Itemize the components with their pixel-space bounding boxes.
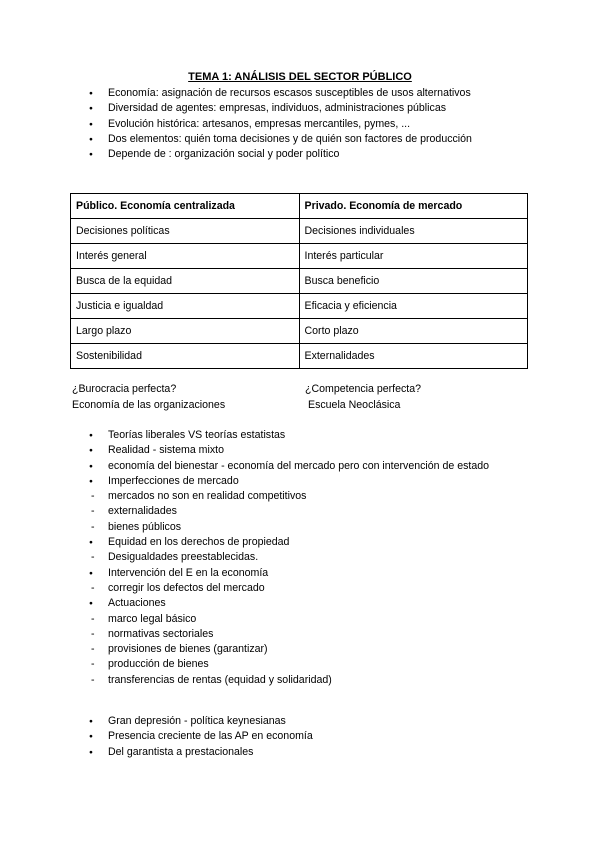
question-left: ¿Burocracia perfecta?: [72, 383, 177, 395]
table-cell: Sostenibilidad: [71, 344, 300, 369]
question-right-sub: Escuela Neoclásica: [308, 399, 401, 411]
table-cell: Decisiones políticas: [71, 219, 300, 244]
sub-list-item: - corregir los defectos del mercado: [108, 581, 489, 596]
sub-list-item: - bienes públicos: [108, 520, 489, 535]
table-cell: Largo plazo: [71, 319, 300, 344]
list-item: ● Del garantista a prestacionales: [108, 745, 313, 760]
table-row: [71, 244, 528, 269]
list-item: ● Gran depresión - política keynesianas: [108, 714, 313, 729]
list-item: ● Diversidad de agentes: empresas, individuos, administraciones públicas: [108, 101, 472, 116]
page-title: TEMA 1: ANÁLISIS DEL SECTOR PÚBLICO: [188, 71, 412, 83]
history-list: [108, 714, 313, 760]
column-header-public: Público. Economía centralizada: [71, 194, 300, 219]
intro-list: [108, 86, 472, 162]
column-header-private: Privado. Economía de mercado: [299, 194, 528, 219]
table-header-row: [71, 194, 528, 219]
table-row: [71, 294, 528, 319]
theory-list: [108, 428, 489, 688]
list-item: ● Intervención del E en la economía: [108, 566, 489, 581]
table-row: [71, 219, 528, 244]
list-item: ● Evolución histórica: artesanos, empresas mercantiles, pymes, ...: [108, 117, 472, 132]
sub-list-item: - producción de bienes: [108, 657, 489, 672]
list-item: ● Imperfecciones de mercado: [108, 474, 489, 489]
sub-list-item: - marco legal básico: [108, 612, 489, 627]
table-row: [71, 344, 528, 369]
list-item: ● Economía: asignación de recursos escasos susceptibles de usos alternativos: [108, 86, 472, 101]
table-cell: Decisiones individuales: [299, 219, 528, 244]
sub-list-item: - mercados no son en realidad competitivos: [108, 489, 489, 504]
table-cell: Corto plazo: [299, 319, 528, 344]
table-cell: Interés general: [71, 244, 300, 269]
table-cell: Externalidades: [299, 344, 528, 369]
table-row: [71, 319, 528, 344]
sub-list-item: - Desigualdades preestablecidas.: [108, 550, 489, 565]
table-cell: Justicia e igualdad: [71, 294, 300, 319]
list-item: ● Dos elementos: quién toma decisiones y de quién son factores de producción: [108, 132, 472, 147]
list-item: ● Presencia creciente de las AP en economía: [108, 729, 313, 744]
question-right: ¿Competencia perfecta?: [305, 383, 422, 395]
table-cell: Busca beneficio: [299, 269, 528, 294]
sub-list-item: - normativas sectoriales: [108, 627, 489, 642]
sub-list-item: - transferencias de rentas (equidad y solidaridad): [108, 673, 489, 688]
table-cell: Interés particular: [299, 244, 528, 269]
list-item: ● Actuaciones: [108, 596, 489, 611]
sub-list-item: - externalidades: [108, 504, 489, 519]
list-item: ● economía del bienestar - economía del mercado pero con intervención de estado: [108, 459, 489, 474]
question-left-sub: Economía de las organizaciones: [72, 399, 226, 411]
table-row: [71, 269, 528, 294]
list-item: ● Equidad en los derechos de propiedad: [108, 535, 489, 550]
sub-list-item: - provisiones de bienes (garantizar): [108, 642, 489, 657]
table-cell: Eficacia y eficiencia: [299, 294, 528, 319]
list-item: ● Depende de : organización social y poder político: [108, 147, 472, 162]
table-cell: Busca de la equidad: [71, 269, 300, 294]
list-item: ● Teorías liberales VS teorías estatistas: [108, 428, 489, 443]
comparison-table: [70, 193, 528, 369]
list-item: ● Realidad - sistema mixto: [108, 443, 489, 458]
